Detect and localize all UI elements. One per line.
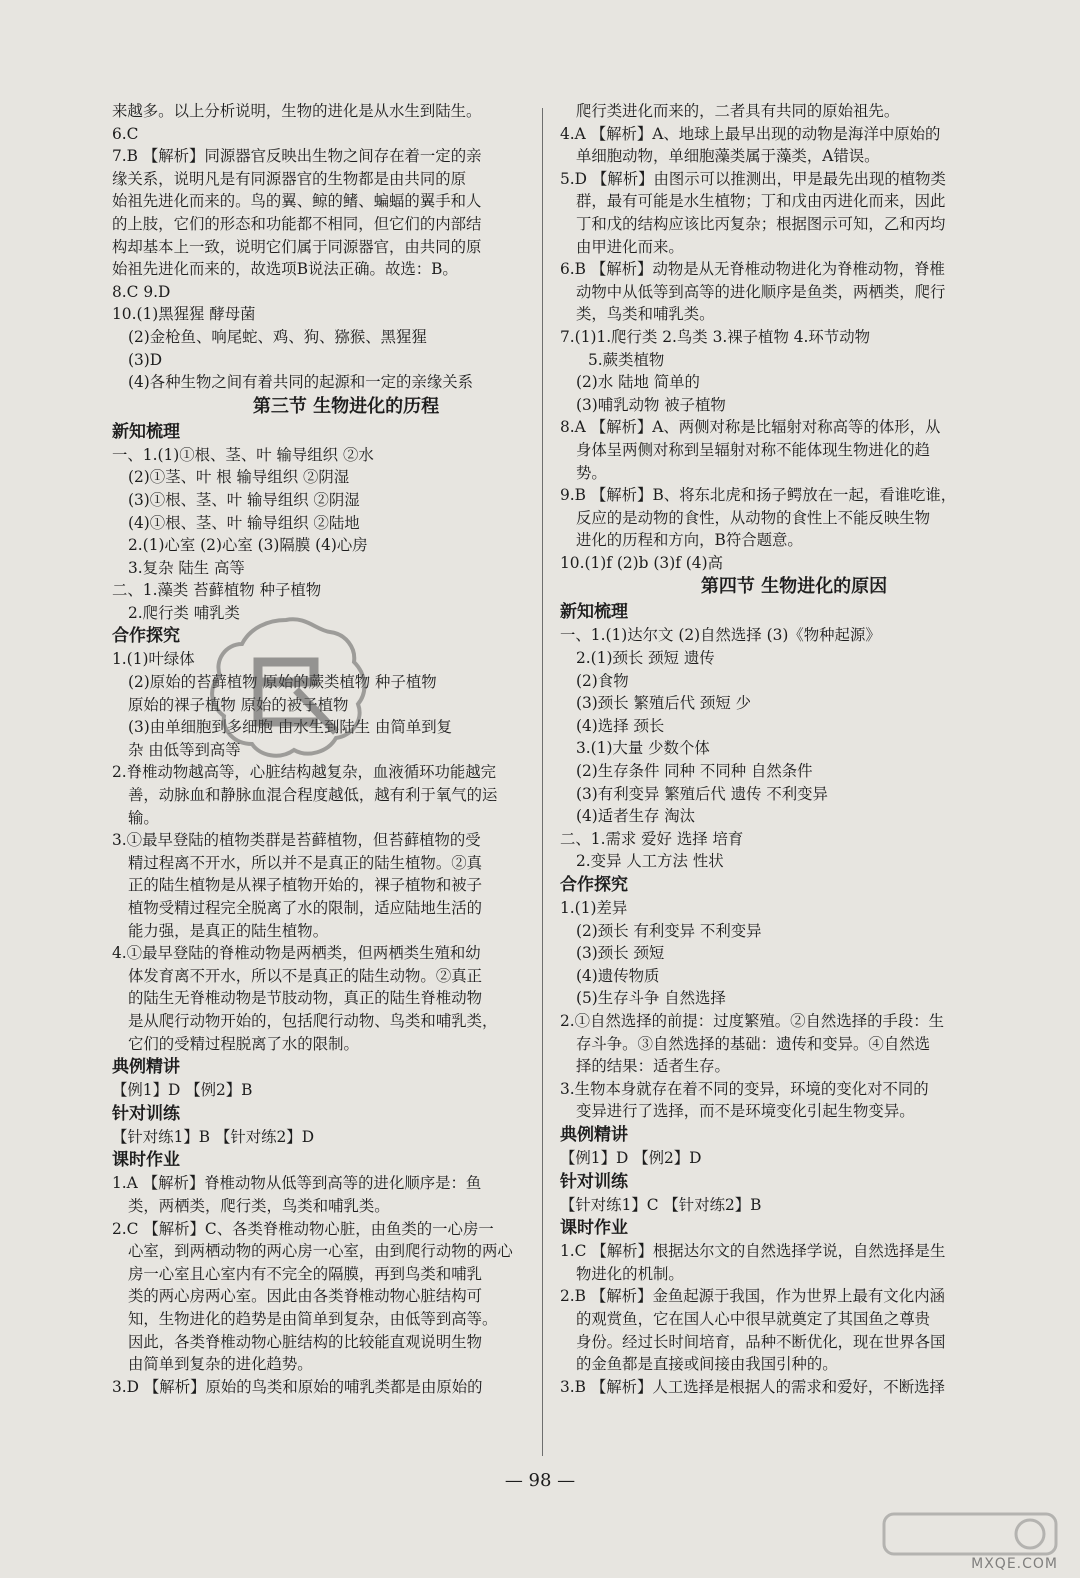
answer-line: 的观赏鱼，它在国人心中很早就奠定了其国鱼之尊贵 bbox=[576, 1309, 930, 1328]
answer-line: (4)遗传物质 bbox=[576, 966, 660, 985]
answer-line: 2.B 【解析】金鱼起源于我国，作为世界上最有文化内涵 bbox=[560, 1287, 945, 1306]
answer-line: 变异进行了选择，而不是环境变化引起生物变异。 bbox=[576, 1102, 915, 1121]
answer-line: 3.①最早登陆的植物类群是苔藓植物，但苔藓植物的受 bbox=[112, 831, 481, 850]
answer-line: 7.B 【解析】同源器官反映出生物之间存在着一定的亲 bbox=[112, 147, 482, 166]
answer-line: (2)水 陆地 简单的 bbox=[576, 373, 700, 392]
section-heading: 新知梳理 bbox=[112, 421, 180, 442]
answer-line: 5.D 【解析】由图示可以推测出，甲是最先出现的植物类 bbox=[560, 169, 946, 188]
answer-line: 6.C bbox=[112, 124, 139, 143]
answer-line: 输。 bbox=[128, 808, 159, 827]
answer-line: 一、1.(1)达尔文 (2)自然选择 (3)《物种起源》 bbox=[560, 626, 881, 645]
answer-line: 来越多。以上分析说明，生物的进化是从水生到陆生。 bbox=[112, 102, 482, 120]
answer-line: 2.变异 人工方法 性状 bbox=[576, 852, 724, 871]
answer-line: 因此，各类脊椎动物心脏结构的比较能直观说明生物 bbox=[128, 1332, 482, 1351]
answer-line: 2.脊椎动物越高等，心脏结构越复杂，血液循环功能越完 bbox=[112, 763, 497, 782]
answer-line: 【例1】D 【例2】D bbox=[560, 1148, 702, 1167]
answer-line: 缘关系，说明凡是有同源器官的生物都是由共同的原 bbox=[112, 169, 466, 188]
answer-line: 心室，到两栖动物的两心房一心室，由到爬行动物的两心 bbox=[128, 1242, 513, 1261]
answer-line: 知，生物进化的趋势是由简单到复杂，由低等到高等。 bbox=[128, 1309, 498, 1328]
answer-line: 2.(1)颈长 颈短 遗传 bbox=[576, 649, 715, 668]
answer-line: 由甲进化而来。 bbox=[576, 237, 684, 256]
answer-line: 动物中从低等到高等的进化顺序是鱼类，两栖类，爬行 bbox=[576, 282, 946, 301]
answer-line: 始祖先进化而来的，故选项B说法正确。故选：B。 bbox=[112, 260, 458, 279]
answer-line: (4)①根、茎、叶 输导组织 ②陆地 bbox=[128, 513, 360, 532]
answer-line: 物进化的机制。 bbox=[576, 1264, 684, 1283]
answer-line: 【针对练1】C 【针对练2】B bbox=[560, 1195, 762, 1214]
answer-line: 10.(1)黑猩猩 酵母菌 bbox=[112, 305, 256, 324]
answer-line: 3.(1)大量 少数个体 bbox=[576, 739, 710, 758]
section-heading: 合作探究 bbox=[560, 875, 628, 895]
answer-line: 始祖先进化而来的。鸟的翼、鲸的鳍、蝙蝠的翼手和人 bbox=[112, 192, 482, 211]
answer-line: (4)选择 颈长 bbox=[576, 716, 665, 735]
answer-line: 杂 由低等到高等 bbox=[128, 740, 241, 759]
answer-line: 2.爬行类 哺乳类 bbox=[128, 603, 240, 622]
answer-line: (3)D bbox=[128, 350, 163, 369]
column-divider bbox=[542, 108, 543, 1456]
answer-line: 择的结果：适者生存。 bbox=[576, 1057, 730, 1076]
answer-line: 身体呈两侧对称到呈辐射对称不能体现生物进化的趋 bbox=[576, 440, 930, 459]
section-heading: 课时作业 bbox=[112, 1150, 180, 1171]
answer-line: 爬行类进化而来的，二者具有共同的原始祖先。 bbox=[576, 102, 900, 120]
section-title: 第四节 生物进化的原因 bbox=[700, 576, 888, 598]
answer-line: 1.(1)叶绿体 bbox=[112, 650, 195, 669]
page-number: — 98 — bbox=[504, 1470, 576, 1491]
section-title: 第三节 生物进化的历程 bbox=[252, 395, 440, 417]
section-heading: 课时作业 bbox=[560, 1218, 628, 1239]
answer-line: 二、1.需求 爱好 选择 培育 bbox=[560, 829, 744, 848]
answer-line: 3.生物本身就存在着不同的变异，环境的变化对不同的 bbox=[560, 1079, 929, 1098]
answer-line: 2.①自然选择的前提：过度繁殖。②自然选择的手段：生 bbox=[560, 1011, 945, 1030]
answer-line: 它们的受精过程脱离了水的限制。 bbox=[128, 1034, 359, 1053]
answer-line: (5)生存斗争 自然选择 bbox=[576, 989, 726, 1008]
answer-line: (3)由单细胞到多细胞 由水生到陆生 由简单到复 bbox=[128, 718, 453, 737]
section-heading: 针对训练 bbox=[112, 1103, 180, 1124]
stamp-seal-icon bbox=[196, 612, 376, 762]
section-heading: 新知梳理 bbox=[560, 602, 628, 623]
answer-line: 的金鱼都是直接或间接由我国引种的。 bbox=[576, 1355, 838, 1374]
answer-line: (4)适者生存 淘汰 bbox=[576, 807, 696, 826]
answer-line: 【针对练1】B 【针对练2】D bbox=[112, 1127, 315, 1146]
answer-line: 1.A 【解析】脊椎动物从低等到高等的进化顺序是：鱼 bbox=[112, 1174, 482, 1193]
section-heading: 典例精讲 bbox=[560, 1124, 628, 1145]
answer-line: 3.B 【解析】人工选择是根据人的需求和爱好，不断选择 bbox=[560, 1377, 945, 1396]
answer-line: (2)生存条件 同种 不同种 自然条件 bbox=[576, 762, 813, 781]
answer-line: 植物受精过程完全脱离了水的限制，适应陆地生活的 bbox=[128, 899, 482, 917]
answer-line: 群，最有可能是水生植物；丁和戊由丙进化而来，因此 bbox=[576, 192, 946, 211]
section-heading: 典例精讲 bbox=[112, 1057, 180, 1078]
answer-line: 由简单到复杂的进化趋势。 bbox=[128, 1355, 313, 1374]
answer-line: 1.C 【解析】根据达尔文的自然选择学说，自然选择是生 bbox=[560, 1242, 946, 1261]
watermark-text: MXQE.COM bbox=[971, 1556, 1058, 1572]
answer-line: 善，动脉血和静脉血混合程度越低，越有利于氧气的运 bbox=[128, 786, 498, 805]
answer-line: (2)原始的苔藓植物 原始的蕨类植物 种子植物 bbox=[128, 673, 437, 692]
answer-line: 进化的历程和方向，B符合题意。 bbox=[576, 531, 803, 550]
answer-line: 单细胞动物，单细胞藻类属于藻类，A错误。 bbox=[576, 147, 880, 166]
answer-line: 7.(1)1.爬行类 2.鸟类 3.裸子植物 4.环节动物 bbox=[560, 327, 870, 346]
right-column bbox=[560, 100, 1028, 1398]
answer-line: 的上肢，它们的形态和功能都不相同，但它们的内部结 bbox=[112, 214, 482, 233]
answer-line: 8.A 【解析】A、两侧对称是比辐射对称高等的体形，从 bbox=[560, 418, 941, 437]
answer-line: 1.(1)差异 bbox=[560, 899, 628, 917]
answer-line: 3.D 【解析】原始的鸟类和原始的哺乳类都是由原始的 bbox=[112, 1377, 483, 1396]
answer-line: 存斗争。③自然选择的基础：遗传和变异。④自然选 bbox=[576, 1034, 930, 1053]
answer-line: (3)哺乳动物 被子植物 bbox=[576, 395, 726, 414]
answer-line: 5.蕨类植物 bbox=[588, 350, 665, 369]
answer-line: 是从爬行动物开始的，包括爬行动物、鸟类和哺乳类， bbox=[128, 1011, 498, 1030]
answer-line: 身份。经过长时间培育，品种不断优化，现在世界各国 bbox=[576, 1332, 946, 1351]
answer-line: 9.B 【解析】B、将东北虎和扬子鳄放在一起，看谁吃谁， bbox=[560, 486, 957, 505]
answer-line: 原始的裸子植物 原始的被子植物 bbox=[128, 695, 349, 714]
answer-line: 房一心室且心室内有不完全的隔膜，再到鸟类和哺乳 bbox=[128, 1264, 482, 1283]
answer-line: 势。 bbox=[576, 463, 607, 482]
answer-line: 10.(1)f (2)b (3)f (4)高 bbox=[560, 553, 723, 572]
answer-line: (3)颈长 颈短 bbox=[576, 944, 665, 963]
answer-line: 二、1.藻类 苔藓植物 种子植物 bbox=[112, 581, 322, 600]
answer-line: (2)颈长 有利变异 不利变异 bbox=[576, 921, 762, 940]
answer-line: 【例1】D 【例2】B bbox=[112, 1081, 253, 1100]
answer-line: 2.C 【解析】C、各类脊椎动物心脏，由鱼类的一心房一 bbox=[112, 1219, 494, 1238]
answer-line: (3)①根、茎、叶 输导组织 ②阴湿 bbox=[128, 490, 360, 509]
answer-line: 6.B 【解析】动物是从无脊椎动物进化为脊椎动物，脊椎 bbox=[560, 260, 945, 279]
answer-line: 构却基本上一致，说明它们属于同源器官，由共同的原 bbox=[112, 237, 482, 256]
answer-line: 精过程离不开水，所以并不是真正的陆生植物。②真 bbox=[128, 853, 482, 872]
answer-line: 一、1.(1)①根、茎、叶 输导组织 ②水 bbox=[112, 445, 374, 464]
answer-line: (2)食物 bbox=[576, 671, 629, 690]
answer-line: 反应的是动物的食性，从动物的食性上不能反映生物 bbox=[576, 508, 930, 527]
answer-line: (2)①茎、叶 根 输导组织 ②阴湿 bbox=[128, 468, 350, 487]
answer-line: (3)颈长 繁殖后代 颈短 少 bbox=[576, 694, 751, 713]
answer-line: 正的陆生植物是从裸子植物开始的，裸子植物和被子 bbox=[128, 876, 482, 895]
answer-line: 的陆生无脊椎动物是节肢动物，真正的陆生脊椎动物 bbox=[128, 989, 482, 1008]
answer-line: 类，两栖类，爬行类，鸟类和哺乳类。 bbox=[128, 1196, 390, 1215]
answer-line: 丁和戊的结构应该比丙复杂；根据图示可知，乙和丙均 bbox=[576, 214, 946, 233]
answer-line: 4.A 【解析】A、地球上最早出现的动物是海洋中原始的 bbox=[560, 124, 941, 143]
answer-line: (3)有利变异 繁殖后代 遗传 不利变异 bbox=[576, 784, 828, 803]
answer-line: (2)金枪鱼、响尾蛇、鸡、狗、猕猴、黑猩猩 bbox=[128, 327, 427, 346]
answer-line: 类，鸟类和哺乳类。 bbox=[576, 305, 715, 324]
answer-line: 体发育离不开水，所以不是真正的陆生动物。②真正 bbox=[128, 966, 482, 985]
answer-line: 2.(1)心室 (2)心室 (3)隔膜 (4)心房 bbox=[128, 536, 368, 555]
answer-line: 能力强，是真正的陆生植物。 bbox=[128, 921, 329, 940]
answer-line: 类的两心房两心室。因此由各类脊椎动物心脏结构可 bbox=[128, 1287, 482, 1306]
answer-line: (4)各种生物之间有着共同的起源和一定的亲缘关系 bbox=[128, 373, 474, 392]
section-heading: 针对训练 bbox=[560, 1171, 628, 1192]
section-heading: 合作探究 bbox=[112, 626, 180, 647]
answer-line: 8.C 9.D bbox=[112, 282, 171, 301]
answer-line: 3.复杂 陆生 高等 bbox=[128, 558, 245, 577]
answer-line: 4.①最早登陆的脊椎动物是两栖类，但两栖类生殖和幼 bbox=[112, 944, 481, 963]
